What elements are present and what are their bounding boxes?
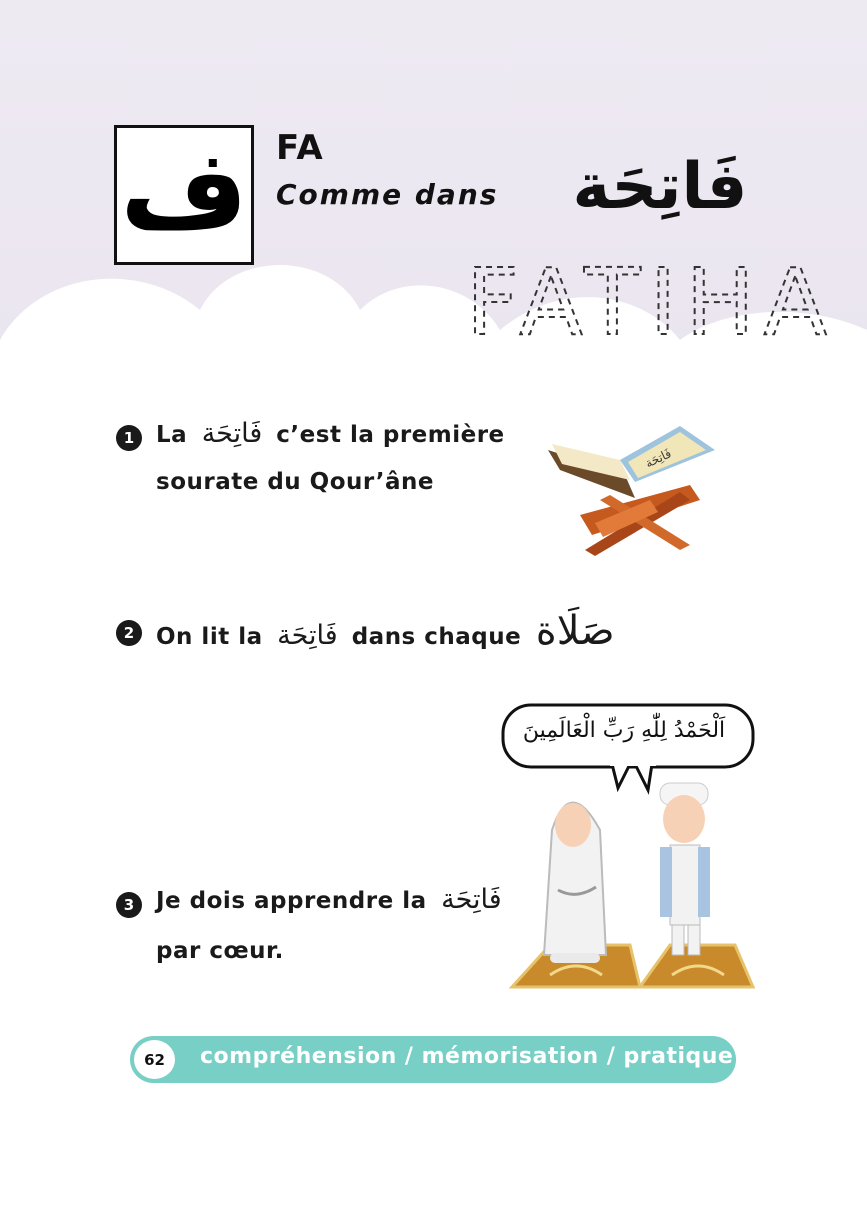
item-1-after: c’est la première — [276, 422, 505, 448]
svg-text:فَاتِحَة: فَاتِحَة — [643, 446, 674, 471]
item-2-after: dans chaque — [351, 624, 522, 650]
comme-dans-label: Comme dans — [276, 178, 499, 211]
item-number-1: 1 — [116, 425, 142, 451]
item-1-line-2: sourate du Qour’âne — [156, 469, 434, 495]
page-number: 62 — [134, 1040, 175, 1079]
item-3-before: Je dois apprendre la — [156, 888, 427, 914]
item-3-arabic: فَاتِحَة — [441, 884, 502, 915]
item-3-line-1 — [156, 884, 508, 915]
item-2-line — [156, 608, 621, 654]
item-2-arabic-salat: صَلَاة — [535, 608, 615, 654]
letter-sound: FA — [276, 128, 324, 168]
item-2-arabic: فَاتِحَة — [277, 620, 338, 651]
item-number-3: 3 — [116, 892, 142, 918]
quran-stand-illustration — [540, 420, 726, 556]
letter-box — [114, 125, 254, 265]
traced-word-latin — [462, 249, 836, 356]
item-number-2: 2 — [116, 620, 142, 646]
example-word-arabic: فَاتِحَة — [572, 150, 748, 224]
item-1-before: La — [156, 422, 188, 448]
footer-text: compréhension / mémorisation / pratique — [200, 1044, 734, 1069]
item-3-line-2: par cœur. — [156, 938, 284, 964]
item-1-line-1 — [156, 418, 505, 449]
speech-text: اَلْحَمْدُ لِلّٰهِ رَبِّ الْعَالَمِينَ — [522, 718, 726, 743]
item-1-arabic: فَاتِحَة — [201, 418, 263, 449]
item-2-before: On lit la — [156, 624, 263, 650]
arabic-letter: ف — [120, 126, 248, 254]
svg-text:FATIHA: FATIHA — [466, 249, 836, 356]
children-praying-illustration — [510, 775, 755, 997]
